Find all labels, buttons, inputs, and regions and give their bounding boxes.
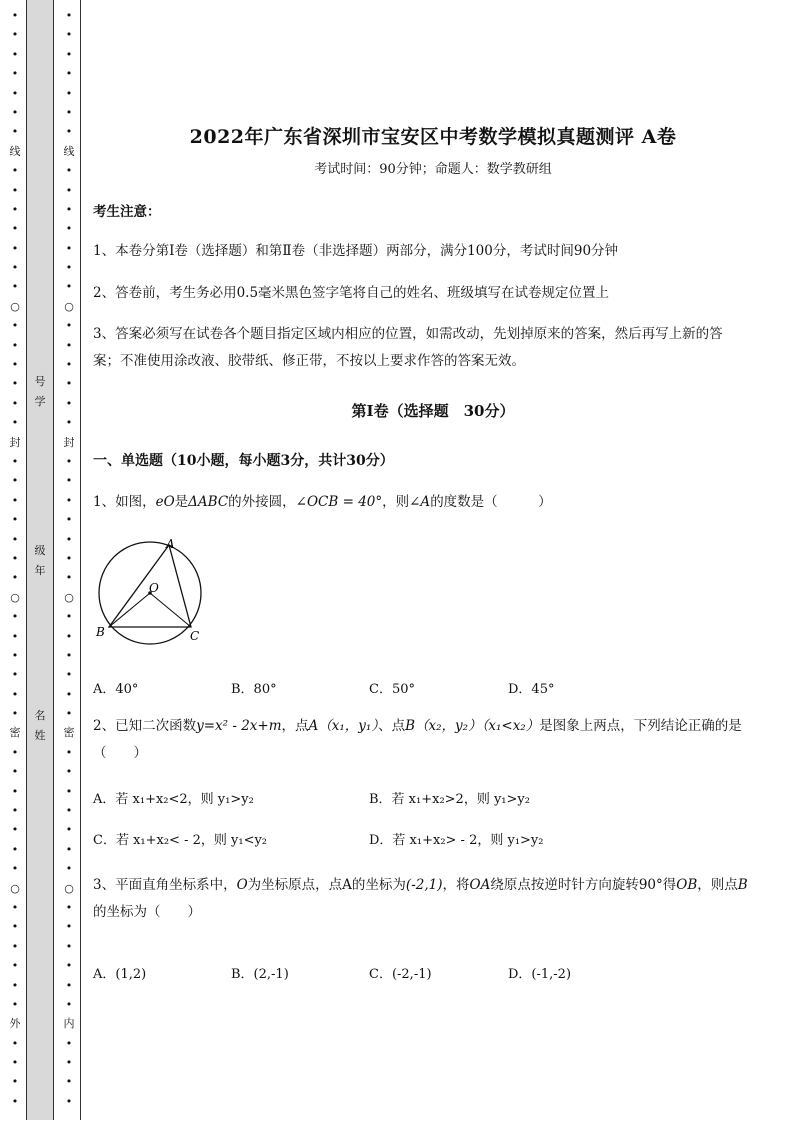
q3-B: B — [737, 877, 748, 893]
q1-option-d[interactable]: D．45° — [508, 682, 555, 697]
outer-dot: • — [11, 377, 19, 391]
outer-dot: • — [11, 1094, 19, 1108]
q2-option-a[interactable]: A．若 x₁+x₂<2，则 y₁>y₂ — [93, 792, 254, 807]
outer-dot: • — [11, 551, 19, 565]
outer-dot: • — [11, 1056, 19, 1070]
q3-text-6: 的坐标为（ ） — [93, 904, 201, 920]
outer-dot: • — [11, 804, 19, 818]
inner-dot: • — [65, 125, 73, 139]
inner-dot: • — [65, 396, 73, 410]
inner-dot: • — [65, 765, 73, 779]
outer-dot: • — [11, 610, 19, 624]
outer-mark-4: 密 — [9, 726, 21, 740]
inner-mark-2: 封 — [63, 435, 75, 449]
outer-dot: • — [11, 280, 19, 294]
inner-dot: • — [65, 959, 73, 973]
q3-text-3: ，将 — [442, 877, 470, 893]
outer-mark-5: ○ — [10, 881, 20, 895]
outer-dot: • — [11, 513, 19, 527]
q2-coord-a: （x₁，y₁） — [318, 718, 379, 734]
outer-dot: • — [11, 687, 19, 701]
inner-dot: • — [65, 920, 73, 934]
inner-dot: • — [65, 474, 73, 488]
inner-dot: • — [65, 28, 73, 42]
inner-mark-6: 内 — [63, 1017, 75, 1031]
q3-text-4: 绕原点按逆时针方向旋转90°得 — [490, 877, 677, 893]
q3-option-d[interactable]: D．(-1,-2) — [508, 967, 572, 982]
page-title: 2022年广东省深圳市宝安区中考数学模拟真题测评 A卷 — [189, 126, 677, 148]
outer-dot: • — [11, 202, 19, 216]
inner-dot: • — [65, 823, 73, 837]
margin-border — [80, 0, 81, 1120]
outer-dot: • — [11, 707, 19, 721]
outer-dot: • — [11, 164, 19, 178]
inner-dot: • — [65, 532, 73, 546]
question-3 — [93, 872, 753, 926]
outer-dot: • — [11, 86, 19, 100]
inner-dot: • — [65, 105, 73, 119]
outer-dot: • — [11, 648, 19, 662]
q3-option-b[interactable]: B．(2,-1) — [231, 967, 289, 982]
outer-dot: • — [11, 67, 19, 81]
section-title: 第I卷（选择题 30分） — [351, 402, 515, 420]
outer-dot: • — [11, 745, 19, 759]
outer-dot: • — [11, 105, 19, 119]
q1-text-1: 1、如图， — [93, 494, 156, 510]
outer-dot: • — [11, 454, 19, 468]
inner-mark-4: 密 — [63, 726, 75, 740]
outer-dot: • — [11, 474, 19, 488]
inner-dot: • — [65, 707, 73, 721]
q1-triangle: ΔABC — [188, 494, 229, 510]
inner-dot: • — [65, 610, 73, 624]
inner-dot: • — [65, 900, 73, 914]
q1-text-5: 的度数是（ ） — [430, 494, 552, 510]
outer-dot: • — [11, 571, 19, 585]
q1-text-3: 的外接圆， — [228, 494, 296, 510]
q2-option-d[interactable]: D．若 x₁+x₂> - 2，则 y₁>y₂ — [369, 833, 544, 848]
q2-coord-b: （x₂，y₂） — [415, 718, 482, 734]
inner-dot: • — [65, 454, 73, 468]
strip-label-xue: 学 — [34, 395, 46, 408]
q2-text-2: ，点 — [281, 718, 309, 734]
outer-mark-2: 封 — [9, 435, 21, 449]
outer-dot: • — [11, 765, 19, 779]
q1-O: O — [163, 494, 175, 510]
inner-dot: • — [65, 202, 73, 216]
q3-O: O — [236, 877, 248, 893]
outer-dot: • — [11, 959, 19, 973]
inner-dot: • — [65, 47, 73, 61]
binding-line-inner — [62, 6, 76, 1111]
inner-dot: • — [65, 862, 73, 876]
outer-mark-1: ○ — [10, 299, 20, 313]
outer-dot: • — [11, 1075, 19, 1089]
inner-dot: • — [65, 280, 73, 294]
outer-dot: • — [11, 125, 19, 139]
outer-dot: • — [11, 668, 19, 682]
inner-dot: • — [65, 338, 73, 352]
inner-dot: • — [65, 183, 73, 197]
outer-dot: • — [11, 978, 19, 992]
outer-dot: • — [11, 997, 19, 1011]
exam-info: 考试时间：90分钟；命题人：数学教研组 — [314, 162, 552, 177]
q1-option-c[interactable]: C．50° — [369, 682, 415, 697]
q2-point-b: B — [405, 718, 416, 734]
q3-text-1: 3、平面直角坐标系中， — [93, 877, 237, 893]
outer-dot: • — [11, 532, 19, 546]
inner-dot: • — [65, 67, 73, 81]
q3-OA: OA — [469, 877, 491, 893]
q3-coord: (-2,1) — [405, 877, 443, 893]
strip-label-nian: 年 — [34, 564, 46, 577]
inner-dot: • — [65, 551, 73, 565]
q2-option-c[interactable]: C．若 x₁+x₂< - 2，则 y₁<y₂ — [93, 833, 268, 848]
inner-dot: • — [65, 1036, 73, 1050]
inner-dot: • — [65, 571, 73, 585]
q1-text-4: ，则 — [382, 494, 410, 510]
outer-dot: • — [11, 1036, 19, 1050]
question-2 — [93, 713, 753, 767]
inner-dot: • — [65, 648, 73, 662]
inner-dot: • — [65, 1075, 73, 1089]
inner-dot: • — [65, 784, 73, 798]
inner-dot: • — [65, 1094, 73, 1108]
strip-label-xing: 姓 — [34, 729, 46, 742]
inner-dot: • — [65, 745, 73, 759]
outer-dot: • — [11, 9, 19, 22]
strip-label-ji: 级 — [34, 544, 46, 557]
outer-mark-6: 外 — [9, 1017, 21, 1031]
strip-label-ming: 名 — [34, 709, 46, 722]
inner-mark-0: 线 — [63, 144, 75, 158]
q3-text-2: 为坐标原点，点A的坐标为 — [247, 877, 406, 893]
inner-dot: • — [65, 513, 73, 527]
q1-angle: ∠OCB = 40° — [295, 494, 383, 510]
q2-text-4: 是图象上两点，下列结论正确的是（ ） — [93, 718, 742, 761]
inner-mark-5: ○ — [64, 881, 74, 895]
outer-dot: • — [11, 629, 19, 643]
outer-dot: • — [11, 183, 19, 197]
outer-dot: • — [11, 222, 19, 236]
outer-dot: • — [11, 493, 19, 507]
inner-dot: • — [65, 629, 73, 643]
inner-dot: • — [65, 1056, 73, 1070]
q2-text-3: 、点 — [378, 718, 406, 734]
outer-dot: • — [11, 920, 19, 934]
inner-dot: • — [65, 668, 73, 682]
q1-angle-a: ∠A — [409, 494, 431, 510]
q3-option-a[interactable]: A．(1,2) — [93, 967, 147, 982]
label-o: O — [149, 581, 159, 595]
segment-oc — [150, 593, 191, 627]
inner-dot: • — [65, 687, 73, 701]
notice-item-1: 1、本卷分第I卷（选择题）和第Ⅱ卷（非选择题）两部分，满分100分，考试时间90分钟 — [93, 243, 619, 259]
inner-dot: • — [65, 319, 73, 333]
student-info-strip — [26, 0, 54, 1120]
outer-mark-3: ○ — [10, 590, 20, 604]
inner-dot: • — [65, 9, 73, 22]
inner-dot: • — [65, 86, 73, 100]
outer-dot: • — [11, 47, 19, 61]
outer-dot: • — [11, 358, 19, 372]
binding-line-outer — [8, 6, 22, 1111]
outer-dot: • — [11, 416, 19, 430]
notice-item-3: 3、答案必须写在试卷各个题目指定区域内相应的位置，如需改动，先划掉原来的答案，然后再写上新的答案；不准使用涂改液、胶带纸、修正带，不按以上要求作答的答案无效。 — [93, 326, 723, 369]
q3-OB: OB — [676, 877, 698, 893]
outer-dot: • — [11, 823, 19, 837]
question-1 — [93, 489, 753, 516]
q2-text-1: 2、已知二次函数 — [93, 718, 197, 734]
inner-mark-3: ○ — [64, 590, 74, 604]
q1-option-b[interactable]: B．80° — [231, 682, 277, 697]
outer-dot: • — [11, 261, 19, 275]
inner-dot: • — [65, 241, 73, 255]
outer-mark-0: 线 — [9, 144, 21, 158]
label-c: C — [190, 629, 200, 643]
circle-symbol: e — [155, 494, 164, 510]
inner-dot: • — [65, 377, 73, 391]
outer-dot: • — [11, 900, 19, 914]
inner-mark-1: ○ — [64, 299, 74, 313]
outer-dot: • — [11, 784, 19, 798]
inner-dot: • — [65, 164, 73, 178]
inner-dot: • — [65, 222, 73, 236]
inner-dot: • — [65, 842, 73, 856]
outer-dot: • — [11, 396, 19, 410]
inner-dot: • — [65, 261, 73, 275]
q2-condition: （x₁<x₂） — [481, 718, 540, 734]
outer-dot: • — [11, 319, 19, 333]
outer-dot: • — [11, 862, 19, 876]
inner-dot: • — [65, 997, 73, 1011]
inner-dot: • — [65, 978, 73, 992]
q2-function: y=x² - 2x+m — [196, 718, 282, 734]
inner-dot: • — [65, 416, 73, 430]
outer-dot: • — [11, 939, 19, 953]
inner-dot: • — [65, 804, 73, 818]
outer-dot: • — [11, 338, 19, 352]
outer-dot: • — [11, 28, 19, 42]
inner-dot: • — [65, 493, 73, 507]
strip-label-hao: 号 — [34, 375, 46, 388]
notice-item-2: 2、答卷前，考生务必用0.5毫米黑色签字笔将自己的姓名、班级填写在试卷规定位置上 — [93, 285, 610, 301]
q3-option-c[interactable]: C．(-2,-1) — [369, 967, 432, 982]
label-b: B — [96, 625, 105, 639]
label-a: A — [166, 537, 175, 551]
q1-option-a[interactable]: A．40° — [93, 682, 139, 697]
inner-dot: • — [65, 939, 73, 953]
part-heading: 一、单选题（10小题，每小题3分，共计30分） — [93, 453, 394, 469]
q1-text-2: 是 — [174, 494, 189, 510]
outer-dot: • — [11, 241, 19, 255]
inner-dot: • — [65, 358, 73, 372]
q3-text-5: ，则点 — [697, 877, 738, 893]
q2-option-b[interactable]: B．若 x₁+x₂>2，则 y₁>y₂ — [369, 792, 530, 807]
q2-point-a: A — [308, 718, 319, 734]
notice-heading: 考生注意： — [93, 204, 161, 220]
q1-circle-figure — [95, 535, 205, 647]
outer-dot: • — [11, 842, 19, 856]
